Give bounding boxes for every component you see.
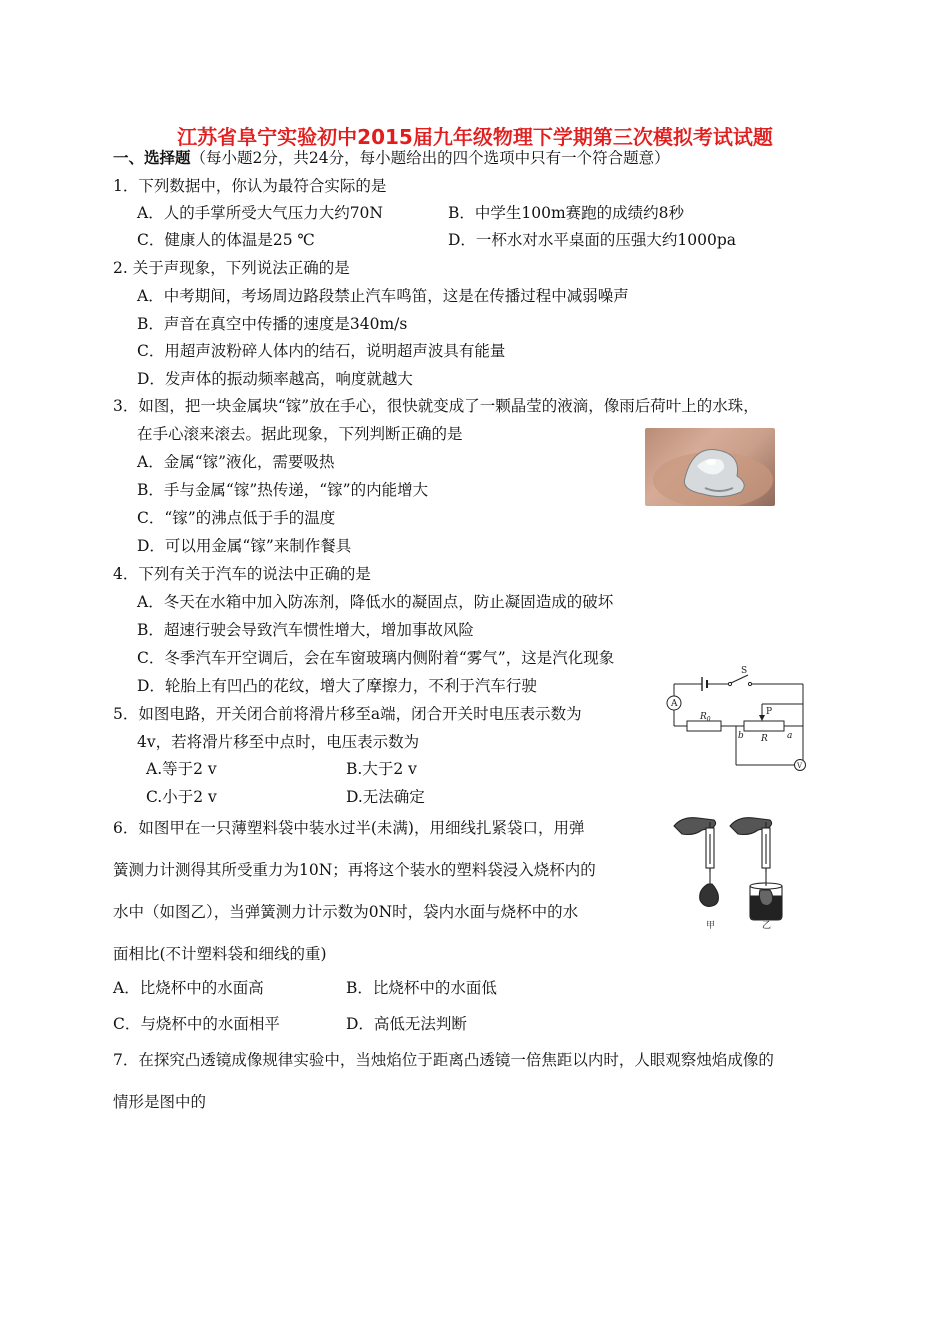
voltmeter-label: V: [797, 762, 803, 770]
q3-option-d: D．可以用金属“镓”来制作餐具: [137, 537, 352, 555]
q4-option-d: D．轮胎上有凹凸的花纹，增大了摩擦力，不利于汽车行驶: [137, 677, 537, 695]
q6-stem-line3: 水中（如图乙），当弹簧测力计示数为0N时，袋内水面与烧杯中的水: [113, 903, 579, 921]
q3-option-b: B．手与金属“镓”热传递，“镓”的内能增大: [137, 481, 429, 499]
r-label: R: [761, 734, 768, 744]
r0-subscript: 0: [706, 716, 711, 723]
r0-letter: R: [700, 712, 707, 722]
q5-option-a: A.等于2 v: [146, 760, 217, 778]
q4-option-c: C．冬季汽车开空调后，会在车窗玻璃内侧附着“雾气”，这是汽化现象: [137, 649, 615, 667]
gallium-photo: [645, 428, 775, 506]
q5-stem-cont: 4v，若将滑片移至中点时，电压表示数为: [137, 733, 420, 751]
r0-label: [699, 712, 711, 723]
q6-stem-line2: 簧测力计测得其所受重力为10N；再将这个装水的塑料袋浸入烧杯内的: [113, 861, 596, 879]
q1-option-c: C．健康人的体温是25 ℃: [137, 231, 315, 249]
section-label: 一、选择题: [113, 149, 191, 167]
gallium-droplet-illustration: [645, 428, 775, 506]
q6-stem-line4: 面相比(不计塑料袋和细线的重): [113, 945, 327, 963]
slider-label: P: [766, 707, 773, 717]
end-a-label: a: [787, 731, 793, 741]
q1-option-d: D．一杯水对水平桌面的压强大约1000pa: [448, 231, 737, 249]
q2-option-c: C．用超声波粉碎人体内的结石，说明超声波具有能量: [137, 342, 506, 360]
q2-option-d: D．发声体的振动频率越高，响度就越大: [137, 370, 413, 388]
q2-option-b: B．声音在真空中传播的速度是340m/s: [137, 315, 408, 333]
q3-option-a: A．金属“镓”液化，需要吸热: [137, 453, 335, 471]
q3-stem: 3．如图，把一块金属块“镓”放在手心，很快就变成了一颗晶莹的液滴，像雨后荷叶上的水珠，: [113, 397, 759, 415]
slider-arrow-icon: [759, 715, 765, 721]
q4-option-a: A．冬天在水箱中加入防冻剂，降低水的凝固点，防止凝固造成的破坏: [137, 593, 614, 611]
q5-option-c: C.小于2 v: [146, 788, 217, 806]
q2-option-a: A．中考期间，考场周边路段禁止汽车鸣笛，这是在传播过程中减弱噪声: [137, 287, 629, 305]
q4-stem: 4．下列有关于汽车的说法中正确的是: [113, 565, 371, 583]
page-title: 江苏省阜宁实验初中2015届九年级物理下学期第三次模拟考试试题: [177, 125, 773, 149]
spring-scale-figure: [668, 812, 792, 930]
ammeter-label: A: [671, 699, 678, 709]
q5-option-b: B.大于2 v: [346, 760, 417, 778]
q6-option-a: A．比烧杯中的水面高: [113, 979, 264, 997]
q7-stem: 7．在探究凸透镜成像规律实验中，当烛焰位于距离凸透镜一倍焦距以内时，人眼观察烛焰成像的: [113, 1051, 774, 1069]
q1-stem: 1．下列数据中，你认为最符合实际的是: [113, 177, 387, 195]
fig-label-jia: 甲: [706, 921, 716, 930]
q3-option-c: C．“镓”的沸点低于手的温度: [137, 509, 336, 527]
q7-stem-cont: 情形是图中的: [113, 1093, 207, 1111]
q2-stem: 2. 关于声现象，下列说法正确的是: [113, 259, 350, 277]
q5-option-d: D.无法确定: [346, 788, 425, 806]
q1-option-a: A．人的手掌所受大气压力大约70N: [137, 204, 383, 222]
q4-option-b: B．超速行驶会导致汽车惯性增大，增加事故风险: [137, 621, 474, 639]
fig-label-yi: 乙: [762, 921, 772, 930]
q6-option-c: C．与烧杯中的水面相平: [113, 1015, 280, 1033]
q6-option-b: B．比烧杯中的水面低: [346, 979, 497, 997]
q6-stem: 6．如图甲在一只薄塑料袋中装水过半(未满)，用细线扎紧袋口，用弹: [113, 819, 585, 837]
end-b-label: b: [738, 731, 744, 741]
switch-label: S: [741, 666, 748, 676]
q1-option-b: B．中学生100m赛跑的成绩约8秒: [448, 204, 685, 222]
q3-stem-cont: 在手心滚来滚去。据此现象，下列判断正确的是: [137, 425, 463, 443]
q5-stem: 5．如图电路，开关闭合前将滑片移至a端，闭合开关时电压表示数为: [113, 705, 582, 723]
section-note: （每小题2分，共24分，每小题给出的四个选项中只有一个符合题意）: [190, 149, 670, 167]
section-heading: [113, 148, 670, 168]
q6-option-d: D．高低无法判断: [346, 1015, 467, 1033]
circuit-diagram: [660, 662, 810, 774]
